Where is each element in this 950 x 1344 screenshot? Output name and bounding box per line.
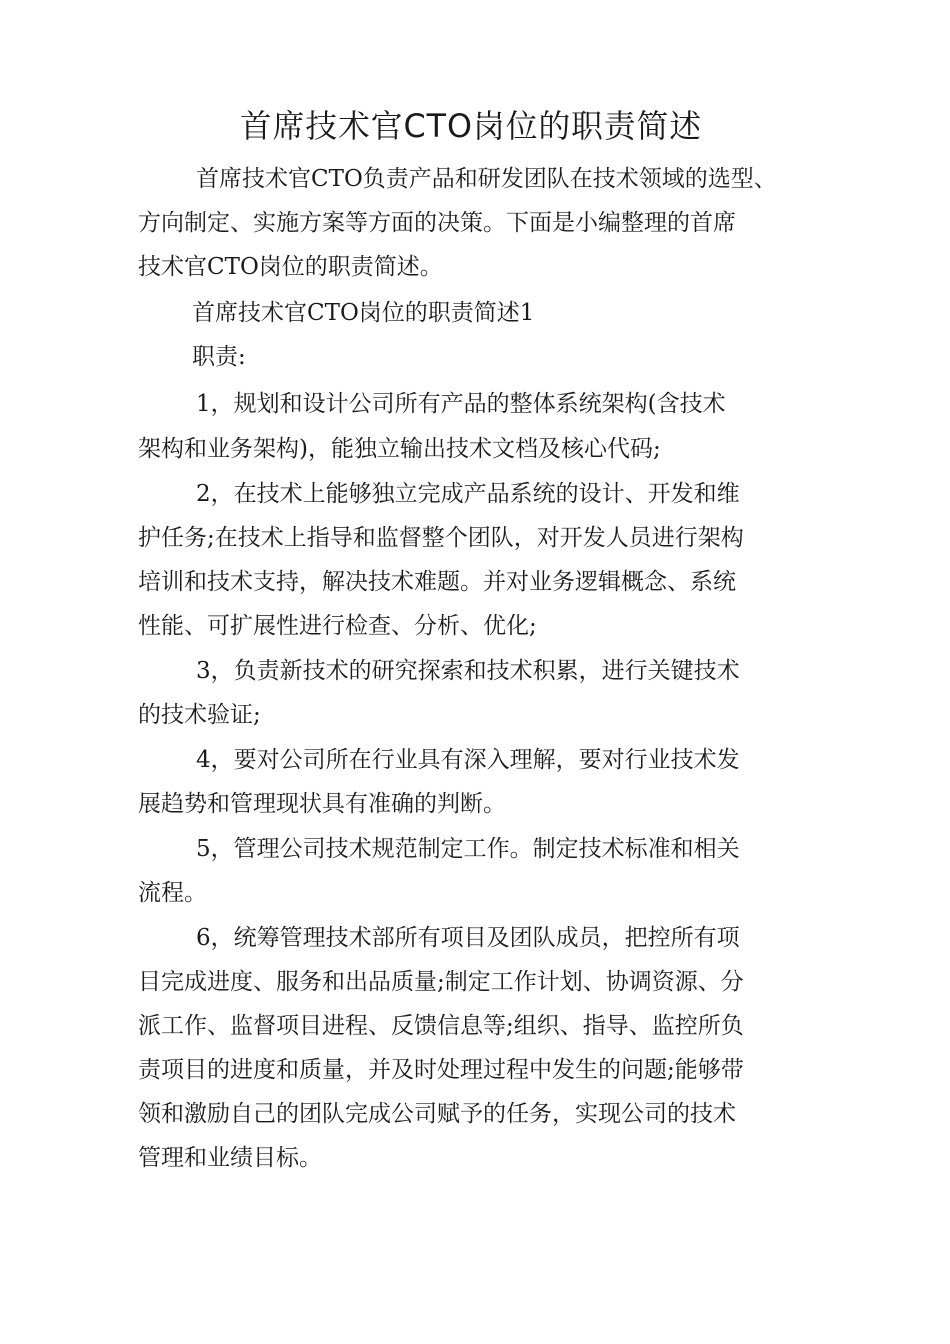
- duty-2-line-2: 护任务;在技术上指导和监督整个团队，对开发人员进行架构: [138, 525, 744, 551]
- intro-line-2: 方向制定、实施方案等方面的决策。下面是小编整理的首席: [138, 210, 736, 236]
- intro-line-3: 技术官CTO岗位的职责简述。: [138, 254, 443, 280]
- duty-4-line-1: 4，要对公司所在行业具有深入理解，要对行业技术发: [196, 747, 740, 773]
- duty-4-line-2: 展趋势和管理现状具有准确的判断。: [138, 791, 506, 817]
- duty-6-line-4: 责项目的进度和质量，并及时处理过程中发生的问题;能够带: [138, 1057, 744, 1083]
- duty-3-line-2: 的技术验证;: [138, 702, 261, 728]
- duty-6-line-6: 管理和业绩目标。: [138, 1145, 322, 1171]
- duty-6-line-1: 6，统筹管理技术部所有项目及团队成员，把控所有项: [196, 925, 740, 951]
- duty-2-line-4: 性能、可扩展性进行检查、分析、优化;: [138, 613, 537, 639]
- duty-5-line-1: 5，管理公司技术规范制定工作。制定技术标准和相关: [196, 836, 740, 862]
- duty-1-line-1: 1，规划和设计公司所有产品的整体系统架构(含技术: [196, 391, 726, 417]
- duties-label: 职责:: [192, 344, 246, 370]
- duty-3-line-1: 3，负责新技术的研究探索和技术积累，进行关键技术: [196, 658, 740, 684]
- duty-6-line-5: 领和激励自己的团队完成公司赋予的任务，实现公司的技术: [138, 1101, 736, 1127]
- duty-2-line-1: 2，在技术上能够独立完成产品系统的设计、开发和维: [196, 481, 740, 507]
- duty-1-line-2: 架构和业务架构)，能独立输出技术文档及核心代码;: [138, 436, 661, 462]
- duty-6-line-2: 目完成进度、服务和出品质量;制定工作计划、协调资源、分: [138, 969, 744, 995]
- intro-line-1: 首席技术官CTO负责产品和研发团队在技术领域的选型、: [196, 166, 777, 192]
- duty-5-line-2: 流程。: [138, 880, 207, 906]
- section-heading: 首席技术官CTO岗位的职责简述1: [192, 300, 535, 326]
- document-title: 首席技术官CTO岗位的职责简述: [239, 107, 703, 145]
- duty-6-line-3: 派工作、监督项目进程、反馈信息等;组织、指导、监控所负: [138, 1013, 744, 1039]
- duty-2-line-3: 培训和技术支持，解决技术难题。并对业务逻辑概念、系统: [138, 569, 736, 595]
